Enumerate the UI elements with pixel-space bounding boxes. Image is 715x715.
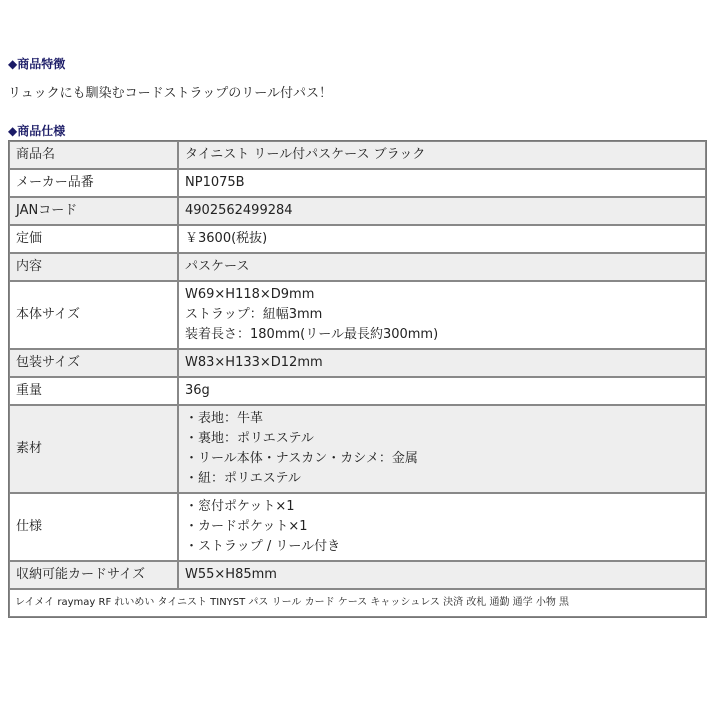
- spec-value-line: ・紐：ポリエステル: [185, 471, 301, 486]
- spec-value-line: パスケース: [185, 259, 250, 274]
- spec-row: [9, 349, 706, 377]
- spec-value: [178, 281, 706, 349]
- spec-value-line: ・裏地：ポリエステル: [185, 431, 314, 446]
- spec-label: 重量: [9, 377, 178, 405]
- spec-value: [178, 493, 706, 561]
- spec-row: [9, 405, 706, 493]
- spec-row: [9, 141, 706, 169]
- spec-value-line: 36g: [185, 383, 210, 398]
- spec-value-line: ・カードポケット×1: [185, 519, 308, 534]
- spec-value-line: ・ストラップ / リール付き: [185, 539, 341, 554]
- spec-value: [178, 253, 706, 281]
- spec-row: [9, 561, 706, 589]
- spec-value-line: ・リール本体・ナスカン・カシメ：金属: [185, 451, 418, 466]
- spec-value-line: W55×H85mm: [185, 567, 277, 582]
- spec-label: 素材: [9, 405, 178, 493]
- spec-row: [9, 377, 706, 405]
- spec-value: [178, 561, 706, 589]
- spec-value: [178, 225, 706, 253]
- spec-row: [9, 253, 706, 281]
- spec-value-line: 4902562499284: [185, 203, 293, 218]
- spec-label: 商品名: [9, 141, 178, 169]
- spec-value: [178, 169, 706, 197]
- spec-label: 本体サイズ: [9, 281, 178, 349]
- spec-value-line: タイニスト リール付パスケース ブラック: [185, 147, 426, 162]
- spec-label: 包装サイズ: [9, 349, 178, 377]
- spec-row: [9, 281, 706, 349]
- keywords-row: [9, 589, 706, 617]
- spec-value-line: 装着長さ：180mm(リール最長約300mm): [185, 327, 439, 342]
- spec-value-line: ￥3600(税抜): [185, 231, 268, 246]
- spec-row: [9, 493, 706, 561]
- spec-value: [178, 405, 706, 493]
- specs-heading: ◆商品仕様: [8, 124, 66, 138]
- spec-row: [9, 169, 706, 197]
- spec-value-line: ストラップ：紐幅3mm: [185, 307, 323, 322]
- spec-value-line: ・窓付ポケット×1: [185, 499, 295, 514]
- spec-label: メーカー品番: [9, 169, 178, 197]
- spec-label: 定価: [9, 225, 178, 253]
- spec-label: 内容: [9, 253, 178, 281]
- keywords-text: レイメイ raymay RF れいめい タイニスト TINYST パス リール カード ケース キャッシュレス 決済 改札 通勤 通学 小物 黒: [9, 589, 706, 617]
- spec-value-line: W83×H133×D12mm: [185, 355, 323, 370]
- spec-label: JANコード: [9, 197, 178, 225]
- spec-value: [178, 377, 706, 405]
- features-heading: ◆商品特徴: [8, 57, 66, 71]
- spec-value-line: NP1075B: [185, 175, 245, 190]
- spec-label: 収納可能カードサイズ: [9, 561, 178, 589]
- specs-table: [8, 140, 707, 618]
- features-text: リュックにも馴染むコードストラップのリール付パス！: [8, 86, 332, 101]
- spec-row: [9, 197, 706, 225]
- spec-label: 仕様: [9, 493, 178, 561]
- spec-value: [178, 349, 706, 377]
- spec-value: [178, 197, 706, 225]
- spec-value-line: W69×H118×D9mm: [185, 287, 315, 302]
- spec-row: [9, 225, 706, 253]
- spec-value: [178, 141, 706, 169]
- spec-value-line: ・表地：牛革: [185, 411, 264, 426]
